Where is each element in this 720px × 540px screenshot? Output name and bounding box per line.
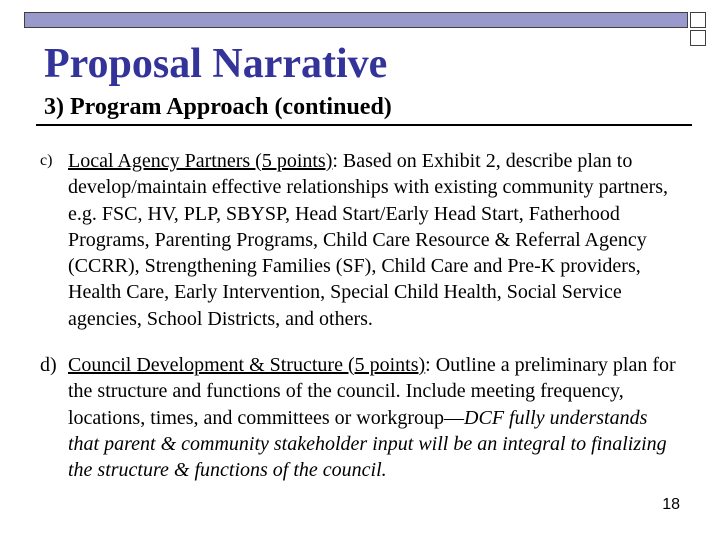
page-number: 18: [662, 496, 680, 513]
list-item-council-development: [40, 352, 680, 483]
list-item-body: [40, 148, 680, 332]
item-heading: Council Development & Structure (5 points): [68, 354, 426, 376]
item-text: : Based on Exhibit 2, describe plan to develop/maintain effective relationships with existing community partners, e.g. FSC, HV, PLP, SBYSP, Head Start/Early Head Start, Fatherhood Programs, Parenting Programs, Child Care Resource & Referral Agency (CCRR), Strengthening Families (SF), Child Care and Pre-K providers, Health Care, Early Intervention, Special Child Health, Social Service agencies, School Districts, and others.: [68, 150, 669, 330]
list-item-local-agency-partners: [40, 148, 680, 332]
list-marker-d: d): [40, 354, 57, 376]
title-divider: [36, 124, 692, 126]
list-marker-c: c): [40, 152, 53, 169]
slide-subtitle: 3) Program Approach (continued): [44, 94, 392, 120]
item-text: : Outline a preliminary plan for the structure and functions of the council. Include meeting frequency, locations, times, and committees or workgroup—: [68, 354, 676, 429]
list-item-body: [40, 352, 680, 483]
item-emphasis: DCF fully understands that parent & community stakeholder input will be an integral to finalizing the structure & functions of the council.: [68, 406, 667, 482]
slide-title: Proposal Narrative: [44, 41, 388, 87]
item-heading: Local Agency Partners (5 points): [68, 150, 333, 172]
corner-square-top: [690, 12, 706, 28]
header-accent-bar: [24, 12, 688, 28]
corner-square-bottom: [690, 30, 706, 46]
